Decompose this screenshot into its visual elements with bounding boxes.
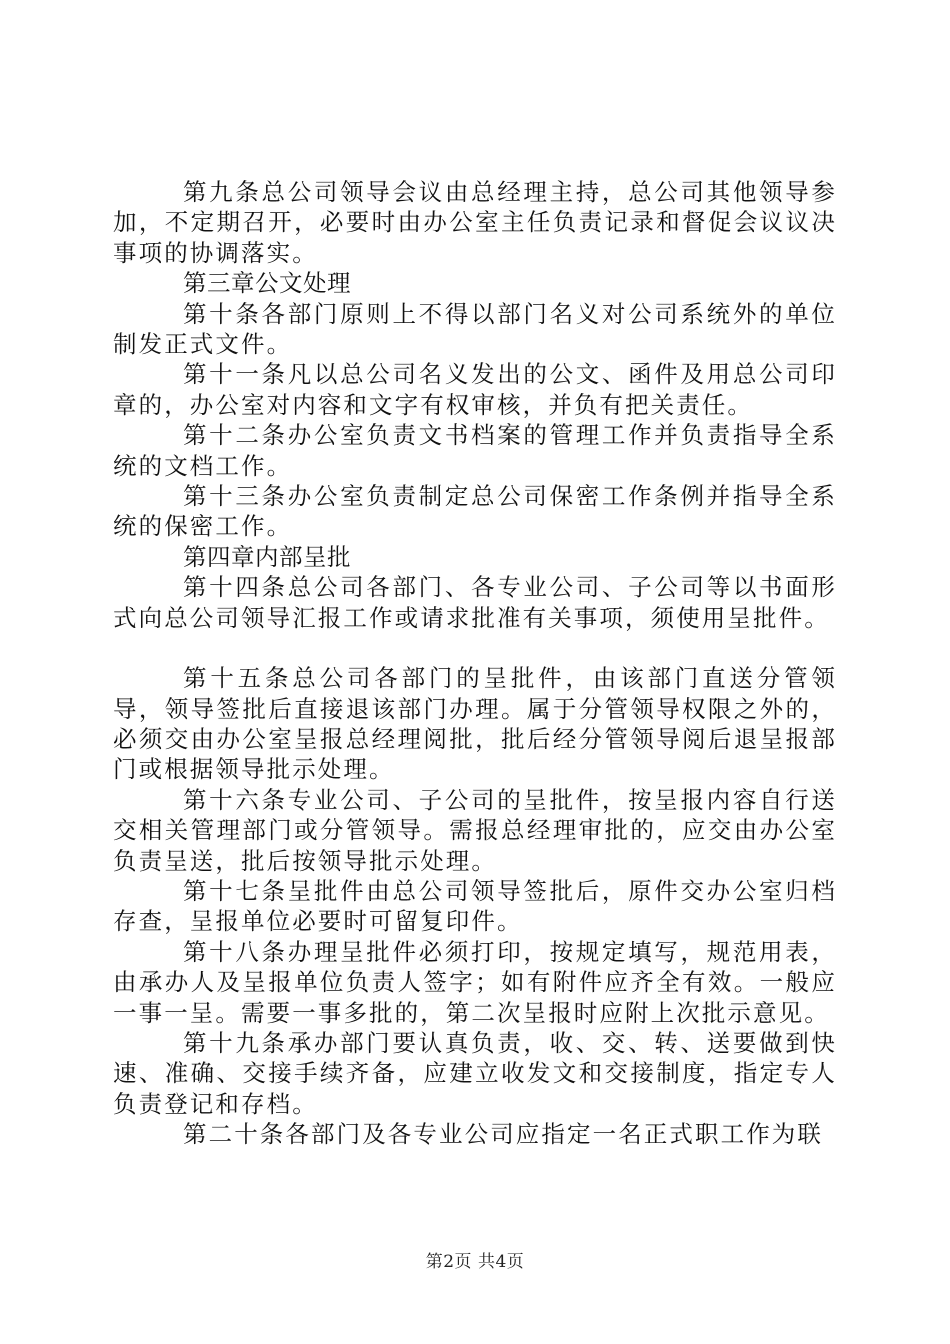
article-12: 第十二条办公室负责文书档案的管理工作并负责指导全系统的文档工作。 — [113, 421, 837, 480]
document-body — [113, 177, 837, 1150]
article-13: 第十三条办公室负责制定总公司保密工作条例并指导全系统的保密工作。 — [113, 482, 837, 541]
article-10: 第十条各部门原则上不得以部门名义对公司系统外的单位制发正式文件。 — [113, 299, 837, 359]
article-19: 第十九条承办部门要认真负责，收、交、转、送要做到快速、准确、交接手续齐备，应建立收发文和交接制度，指定专人负责登记和存档。 — [113, 1028, 837, 1118]
article-16: 第十六条专业公司、子公司的呈批件，按呈报内容自行送交相关管理部门或分管领导。需报总经理审批的，应交由办公室负责呈送，批后按领导批示处理。 — [113, 785, 837, 875]
article-11: 第十一条凡以总公司名义发出的公文、函件及用总公司印章的，办公室对内容和文字有权审核，并负有把关责任。 — [113, 360, 837, 419]
article-18: 第十八条办理呈批件必须打印，按规定填写，规范用表，由承办人及呈报单位负责人签字；如有附件应齐全有效。一般应一事一呈。需要一事多批的，第二次呈报时应附上次批示意见。 — [113, 937, 837, 1027]
paragraph-gap — [113, 633, 837, 663]
article-17: 第十七条呈批件由总公司领导签批后，原件交办公室归档存查，呈报单位必要时可留复印件。 — [113, 876, 837, 936]
article-15: 第十五条总公司各部门的呈批件，由该部门直送分管领导，领导签批后直接退该部门办理。属于分管领导权限之外的，必须交由办公室呈报总经理阅批，批后经分管领导阅后退呈报部门或根据领导批示处理。 — [113, 664, 837, 784]
chapter-4-heading: 第四章内部呈批 — [183, 542, 351, 571]
page-number-footer: 第2页 共4页 — [425, 1252, 525, 1272]
chapter-3-heading: 第三章公文处理 — [183, 269, 351, 298]
article-20: 第二十条各部门及各专业公司应指定一名正式职工作为联 — [183, 1120, 823, 1149]
article-14: 第十四条总公司各部门、各专业公司、子公司等以书面形式向总公司领导汇报工作或请求批准有关事项，须使用呈批件。 — [113, 573, 837, 632]
article-9: 第九条总公司领导会议由总经理主持，总公司其他领导参加，不定期召开，必要时由办公室主任负责记录和督促会议议决事项的协调落实。 — [113, 178, 837, 267]
